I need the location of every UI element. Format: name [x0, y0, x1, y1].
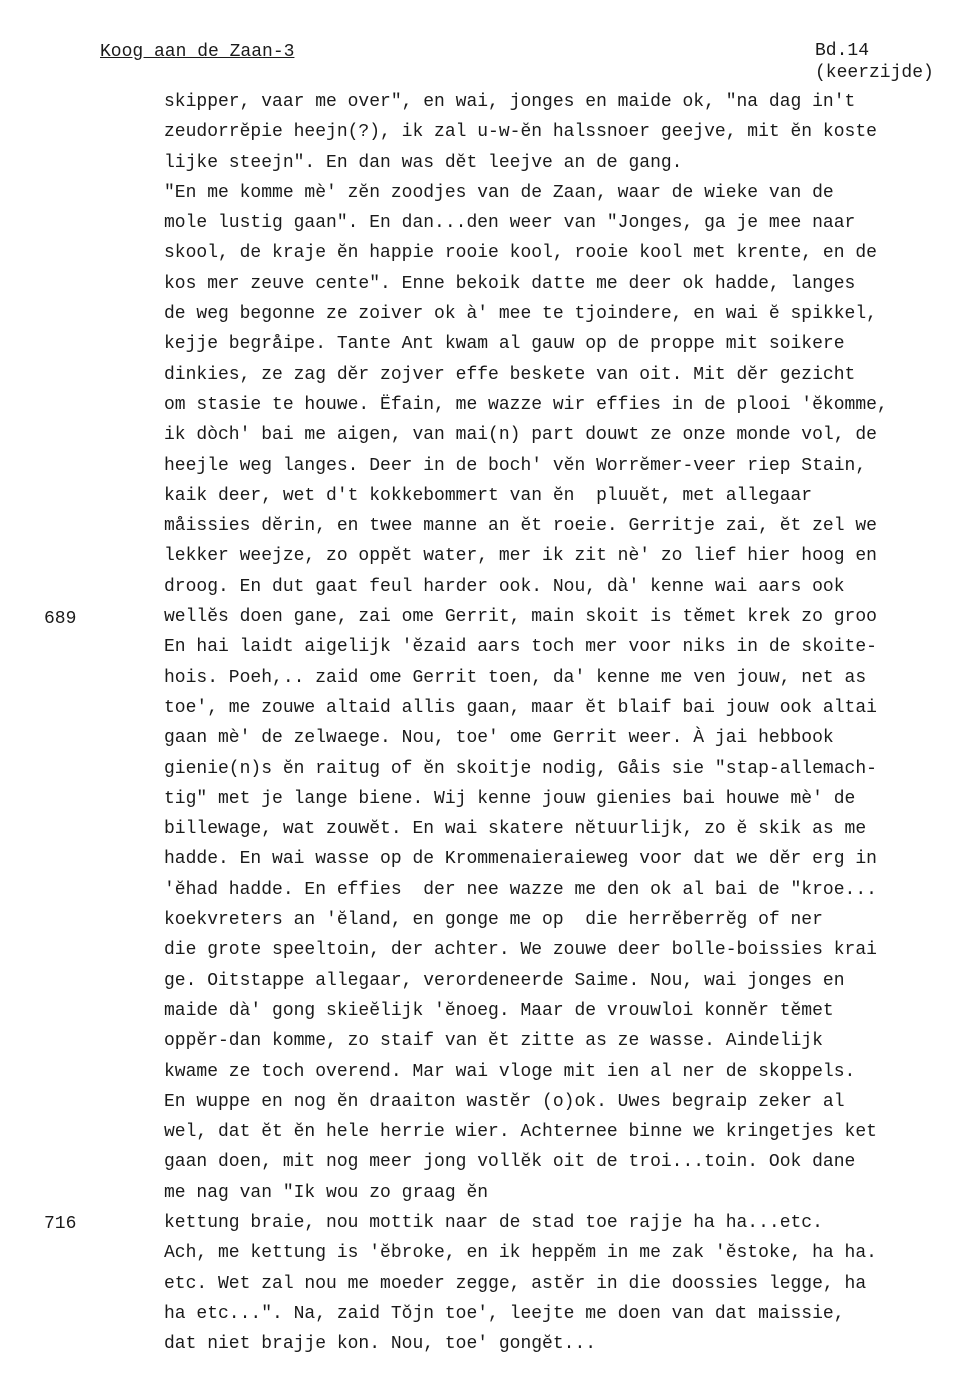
transcript-text	[164, 87, 979, 1359]
margin-number: 689	[44, 609, 77, 629]
volume-number: Bd.14	[815, 41, 870, 61]
page-side: (keerzijde)	[815, 63, 934, 83]
text-line: hadde. En wai wasse op de Krommenaieraieweg voor dat we dĕr erg in	[164, 849, 877, 870]
text-line: gaan doen, mit nog meer jong vollĕk oit de troi...toin. Ook dane	[164, 1152, 856, 1173]
text-line: kettung braie, nou mottik naar de stad toe rajje ha ha...etc.	[164, 1212, 823, 1233]
document-title: Koog aan de Zaan-3	[100, 42, 295, 62]
text-line: ge. Oitstappe allegaar, verordeneerde Saime. Nou, wai jonges en	[164, 970, 845, 991]
text-line: En hai laidt aigelijk 'ĕzaid aars toch mer voor niks in de skoite-	[164, 637, 877, 658]
text-line: koekvreters an 'ĕland, en gonge me op die herrĕberrĕg of ner	[164, 910, 823, 931]
text-line: heejle weg langes. Deer in de boch' vĕn Worrĕmer-veer riep Stain,	[164, 455, 867, 476]
text-line: etc. Wet zal nou me moeder zegge, astĕr in die doossies legge, ha	[164, 1273, 867, 1294]
text-line: maide dà' gong skieĕlijk 'ĕnoeg. Maar de vrouwloi konnĕr tĕmet	[164, 1000, 834, 1021]
text-line: hois. Poeh,.. zaid ome Gerrit toen, da' kenne me ven jouw, net as	[164, 667, 867, 688]
text-line: kaik deer, wet d't kokkebommert van ĕn pluuĕt, met allegaar	[164, 485, 813, 506]
text-line: zeudorrĕpie heejn(?), ik zal u-w-ĕn halssnoer geejve, mit ĕn koste	[164, 122, 877, 143]
margin-number: 716	[44, 1214, 77, 1234]
text-line: kwame ze toch overend. Mar wai vloge mit ien al ner de skoppels.	[164, 1061, 856, 1082]
text-line: dat niet brajje kon. Nou, toe' gongĕt...	[164, 1334, 597, 1355]
text-line: die grote speeltoin, der achter. We zouwe deer bolle-boissies krai	[164, 940, 877, 961]
text-line: skool, de kraje ĕn happie rooie kool, rooie kool met krente, en de	[164, 243, 877, 264]
text-line: mole lustig gaan". En dan...den weer van "Jonges, ga je mee naar	[164, 213, 856, 234]
text-line: de weg begonne ze zoiver ok à' mee te tjoindere, en wai ĕ spikkel,	[164, 304, 877, 325]
text-line: Ach, me kettung is 'ĕbroke, en ik heppĕm in me zak 'ĕstoke, ha ha.	[164, 1243, 877, 1264]
text-line: billewage, wat zouwĕt. En wai skatere nĕtuurlijk, zo ĕ skik as me	[164, 819, 867, 840]
volume-reference	[815, 40, 934, 84]
text-line: gienie(n)s ĕn raitug of ĕn skoitje nodig, Gåis sie "stap-allemach-	[164, 758, 877, 779]
text-line: lekker weejze, zo oppĕt water, mer ik zit nè' zo lief hier hoog en	[164, 546, 877, 567]
text-line: skipper, vaar me over", en wai, jonges en maide ok, "na dag in't	[164, 92, 856, 112]
text-line: gaan mè' de zelwaege. Nou, toe' ome Gerrit weer. À jai hebbook	[164, 728, 834, 749]
text-line: lijke steejn". En dan was dĕt leejve an de gang.	[164, 152, 683, 173]
text-line: 'ĕhad hadde. En effies der nee wazze me den ok al bai de "kroe...	[164, 879, 877, 900]
text-line: kos mer zeuve cente". Enne bekoik datte me deer ok hadde, langes	[164, 273, 856, 294]
text-line: oppĕr-dan komme, zo staif van ĕt zitte as ze wasse. Aindelijk	[164, 1031, 823, 1052]
text-line: kejje begråipe. Tante Ant kwam al gauw op de proppe mit soikere	[164, 334, 845, 355]
text-line: om stasie te houwe. Ëfain, me wazze wir effies in de plooi 'ĕkomme,	[164, 394, 888, 415]
text-line: ik dòch' bai me aigen, van mai(n) part douwt ze onze monde vol, de	[164, 425, 877, 446]
text-line: dinkies, ze zag dĕr zojver effe beskete van oit. Mit dĕr gezicht	[164, 364, 856, 385]
text-line: droog. En dut gaat feul harder ook. Nou, dà' kenne wai aars ook	[164, 576, 845, 597]
text-line: toe', me zouwe altaid allis gaan, maar ĕt blaif bai jouw ook altai	[164, 697, 877, 718]
text-line: me nag van "Ik wou zo graag ĕn	[164, 1182, 489, 1203]
text-line: "En me komme mè' zĕn zoodjes van de Zaan, waar de wieke van de	[164, 182, 834, 203]
text-line: En wuppe en nog ĕn draaiton wastĕr (o)ok. Uwes begraip zeker al	[164, 1091, 845, 1112]
text-line: ha etc...". Na, zaid Tŏjn toe', leejte me doen van dat maissie,	[164, 1303, 845, 1324]
text-line: måissies dĕrin, en twee manne an ĕt roeie. Gerritje zai, ĕt zel we	[164, 516, 877, 537]
text-line: wel, dat ĕt ĕn hele herrie wier. Achternee binne we kringetjes ket	[164, 1122, 877, 1143]
text-line: wellĕs doen gane, zai ome Gerrit, main skoit is tĕmet krek zo groo	[164, 607, 877, 628]
text-line: tig" met je lange biene. Wij kenne jouw gienies bai houwe mè' de	[164, 788, 856, 809]
